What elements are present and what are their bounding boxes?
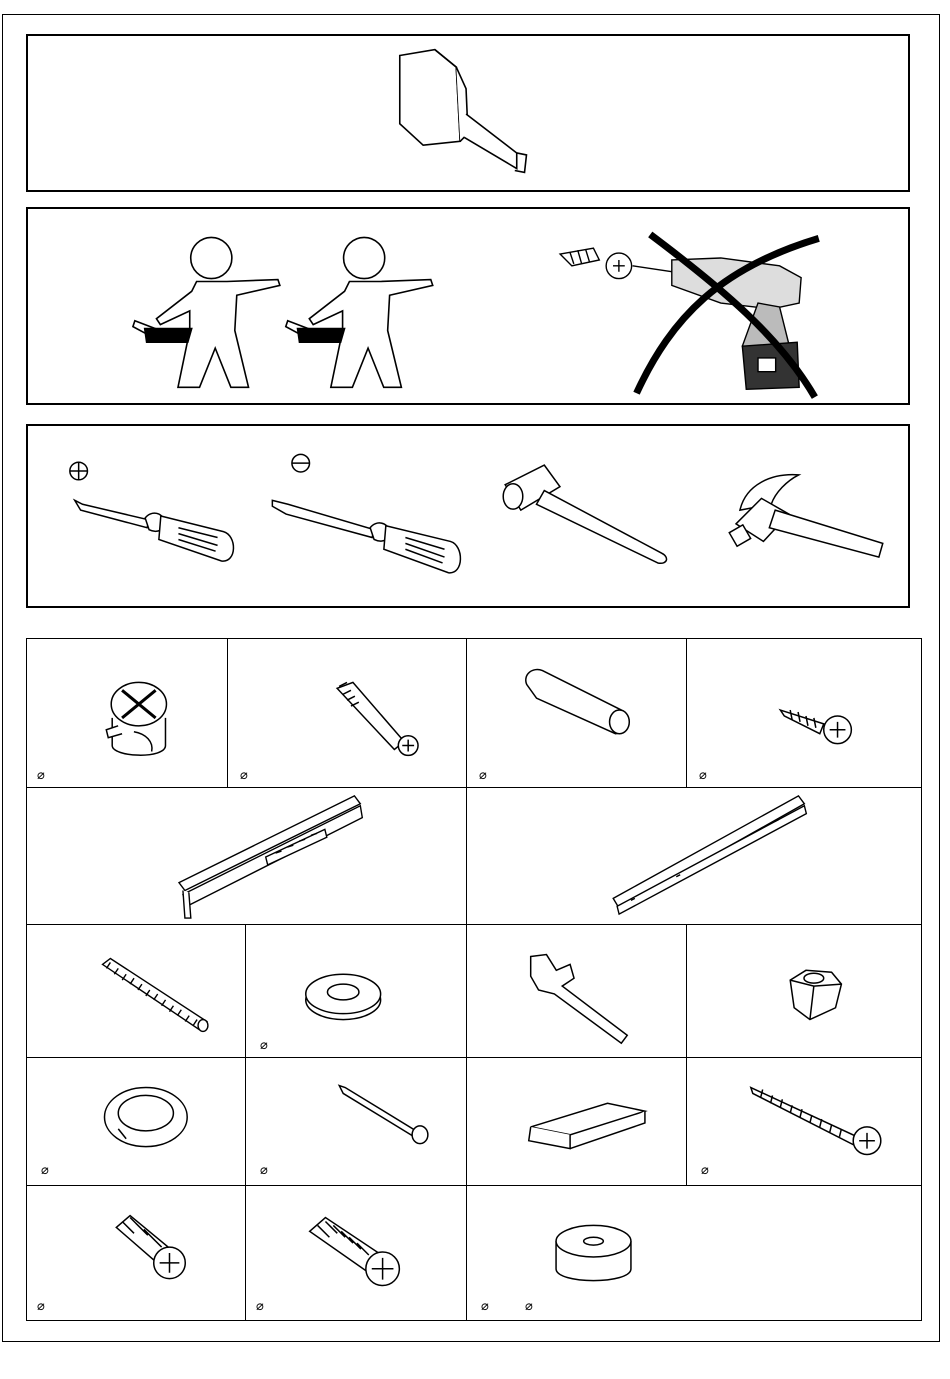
diameter-symbol: ⌀ — [260, 1038, 268, 1053]
part-cell-wrench — [466, 924, 687, 1058]
diameter-symbol: ⌀ — [701, 1163, 709, 1178]
tape-measure-icon — [28, 36, 908, 190]
nail-icon — [246, 1058, 466, 1185]
part-cell-drawer-slide-full — [26, 787, 467, 925]
hex-nut-icon — [687, 925, 921, 1057]
cam-lock-icon — [27, 639, 227, 787]
cam-bolt-icon — [228, 639, 466, 787]
person-icon — [133, 237, 280, 387]
diameter-symbol: ⌀ — [525, 1299, 533, 1314]
diameter-symbol: ⌀ — [240, 768, 248, 783]
split-washer-icon — [27, 1058, 245, 1185]
wrench-icon — [467, 925, 686, 1057]
part-cell-threaded-rod — [26, 924, 246, 1058]
diameter-symbol: ⌀ — [699, 768, 707, 783]
part-cell-cam-lock — [26, 638, 228, 788]
phillips-screwdriver-symbol-icon — [70, 462, 88, 480]
wood-dowel-icon — [467, 639, 686, 787]
diameter-symbol: ⌀ — [41, 1163, 49, 1178]
part-cell-hex-nut — [686, 924, 922, 1058]
spacer-icon — [467, 1186, 921, 1320]
part-cell-wood-dowel — [466, 638, 687, 788]
diameter-symbol: ⌀ — [479, 768, 487, 783]
power-drill-prohibited-icon — [560, 234, 819, 397]
part-cell-euro-screw-short — [26, 1185, 246, 1321]
slotted-screwdriver-symbol-icon — [292, 454, 310, 472]
flat-washer-icon — [246, 925, 466, 1057]
threaded-rod-icon — [27, 925, 245, 1057]
part-cell-euro-screw-long — [245, 1185, 467, 1321]
diameter-symbol: ⌀ — [256, 1299, 264, 1314]
part-cell-nail — [245, 1057, 467, 1186]
drawer-handle-icon — [467, 1058, 686, 1185]
euro-screw-long-icon — [246, 1186, 466, 1320]
part-cell-drawer-slide-rail — [466, 787, 922, 925]
part-cell-cam-bolt — [227, 638, 467, 788]
part-cell-short-screw — [686, 638, 922, 788]
part-cell-drawer-handle — [466, 1057, 687, 1186]
claw-hammer-icon — [729, 475, 883, 557]
slotted-screwdriver-icon — [272, 500, 460, 572]
part-cell-split-washer — [26, 1057, 246, 1186]
measure-panel — [26, 34, 910, 192]
tools-panel — [26, 424, 910, 608]
assembly-advice-panel — [26, 207, 910, 405]
euro-screw-short-icon — [27, 1186, 245, 1320]
diameter-symbol: ⌀ — [260, 1163, 268, 1178]
phillips-screwdriver-icon — [75, 500, 234, 561]
drawer-slide-rail-icon — [467, 788, 921, 924]
part-cell-long-screw — [686, 1057, 922, 1186]
short-screw-icon — [687, 639, 921, 787]
rubber-mallet-icon — [503, 465, 666, 563]
diameter-symbol: ⌀ — [481, 1299, 489, 1314]
person-icon — [286, 237, 433, 387]
part-cell-flat-washer — [245, 924, 467, 1058]
long-screw-icon — [687, 1058, 921, 1185]
part-cell-spacer — [466, 1185, 922, 1321]
diameter-symbol: ⌀ — [37, 1299, 45, 1314]
diameter-symbol: ⌀ — [37, 768, 45, 783]
drawer-slide-full-icon — [27, 788, 466, 924]
